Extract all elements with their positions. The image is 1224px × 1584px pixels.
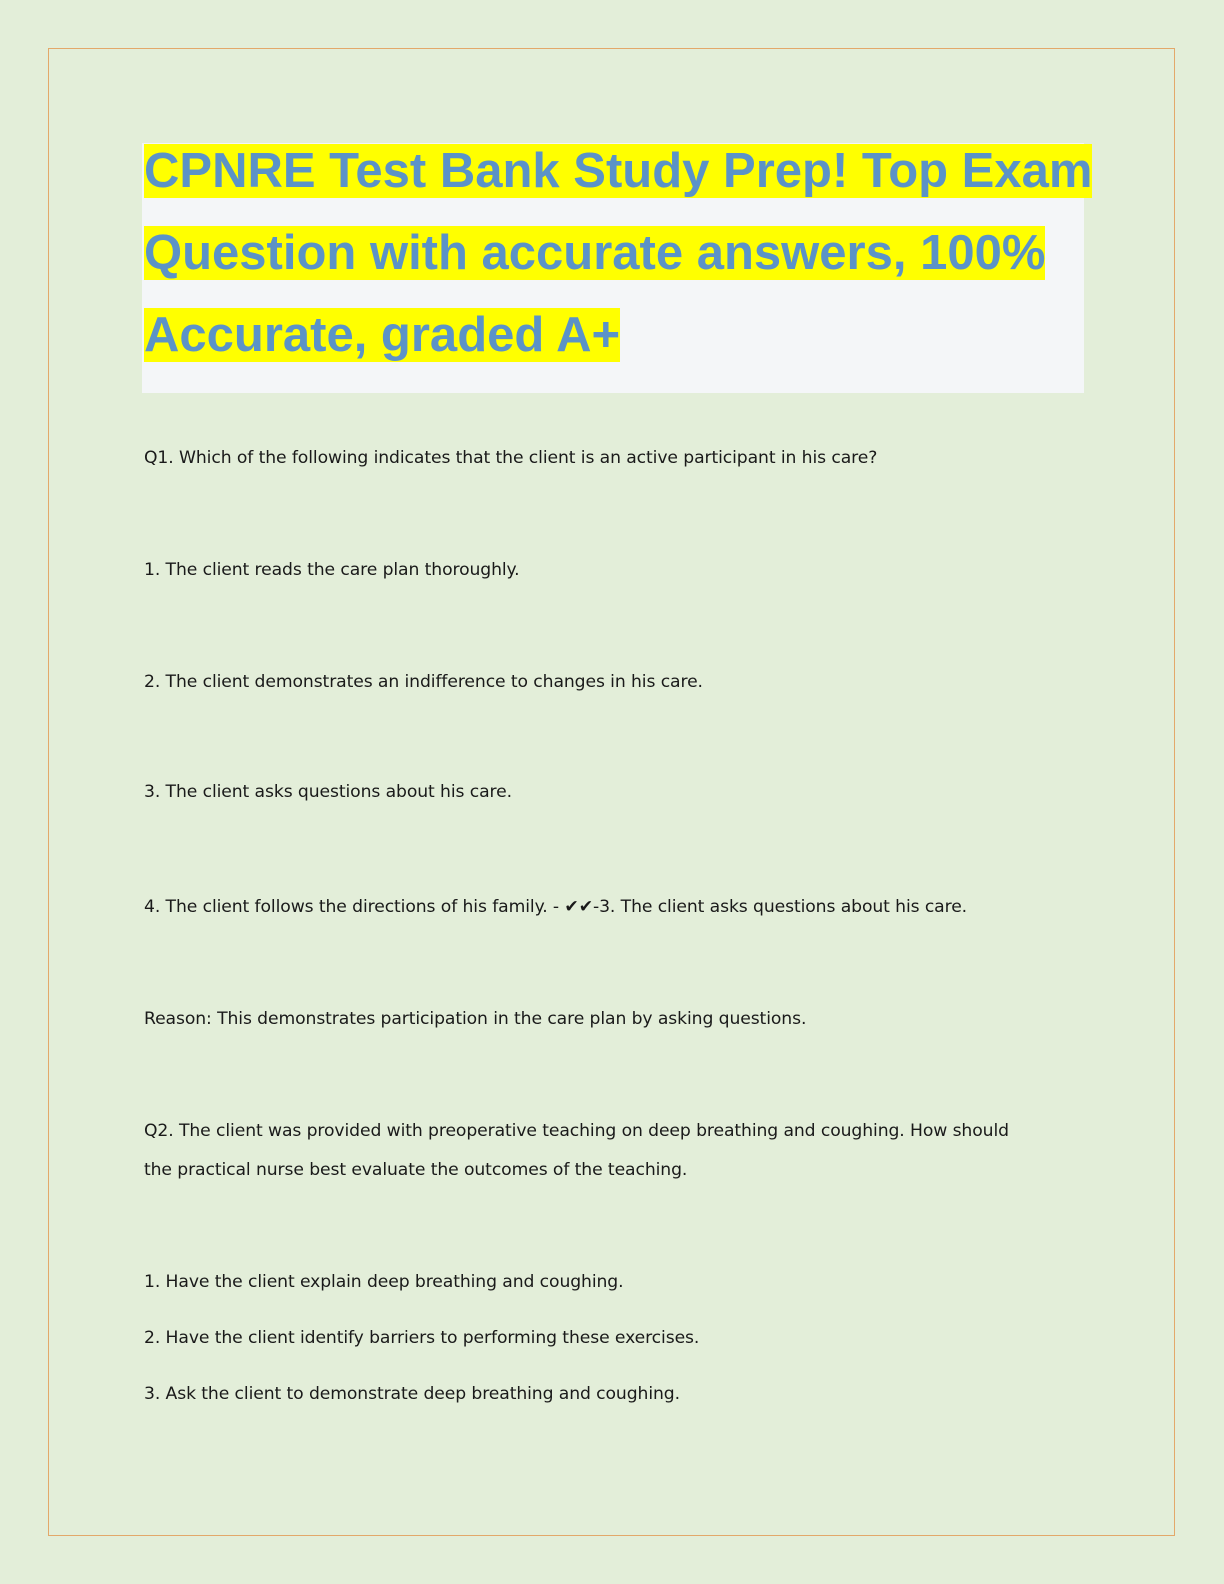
q2-option-1: 1. Have the client explain deep breathing and coughing. (144, 1272, 624, 1292)
q1-reason: Reason: This demonstrates participation in the care plan by asking questions. (144, 1009, 807, 1029)
document-title-line-3: Accurate, graded A+ (144, 308, 621, 362)
document-title-line-2: Question with accurate answers, 100% (144, 226, 1046, 280)
q2-question-line-1: Q2. The client was provided with preoperative teaching on deep breathing and coughing. How should (144, 1121, 1009, 1141)
q2-option-2: 2. Have the client identify barriers to performing these exercises. (144, 1328, 700, 1348)
checkmark-icon: ✔✔ (564, 897, 593, 917)
q1-option-2: 2. The client demonstrates an indifference to changes in his care. (144, 672, 703, 692)
q1-option-3: 3. The client asks questions about his care. (144, 782, 512, 802)
q2-question-line-2: the practical nurse best evaluate the outcomes of the teaching. (144, 1160, 688, 1180)
q1-question: Q1. Which of the following indicates that the client is an active participant in his care? (144, 448, 878, 468)
q1-option-1: 1. The client reads the care plan thoroughly. (144, 560, 520, 580)
q2-option-3: 3. Ask the client to demonstrate deep breathing and coughing. (144, 1384, 680, 1404)
q1-answer: -3. The client asks questions about his care. (593, 897, 968, 917)
document-title-line-1: CPNRE Test Bank Study Prep! Top Exam (144, 144, 1093, 198)
q1-option-4: 4. The client follows the directions of his family. - (144, 897, 565, 917)
q1-option-4-with-answer (144, 895, 967, 919)
